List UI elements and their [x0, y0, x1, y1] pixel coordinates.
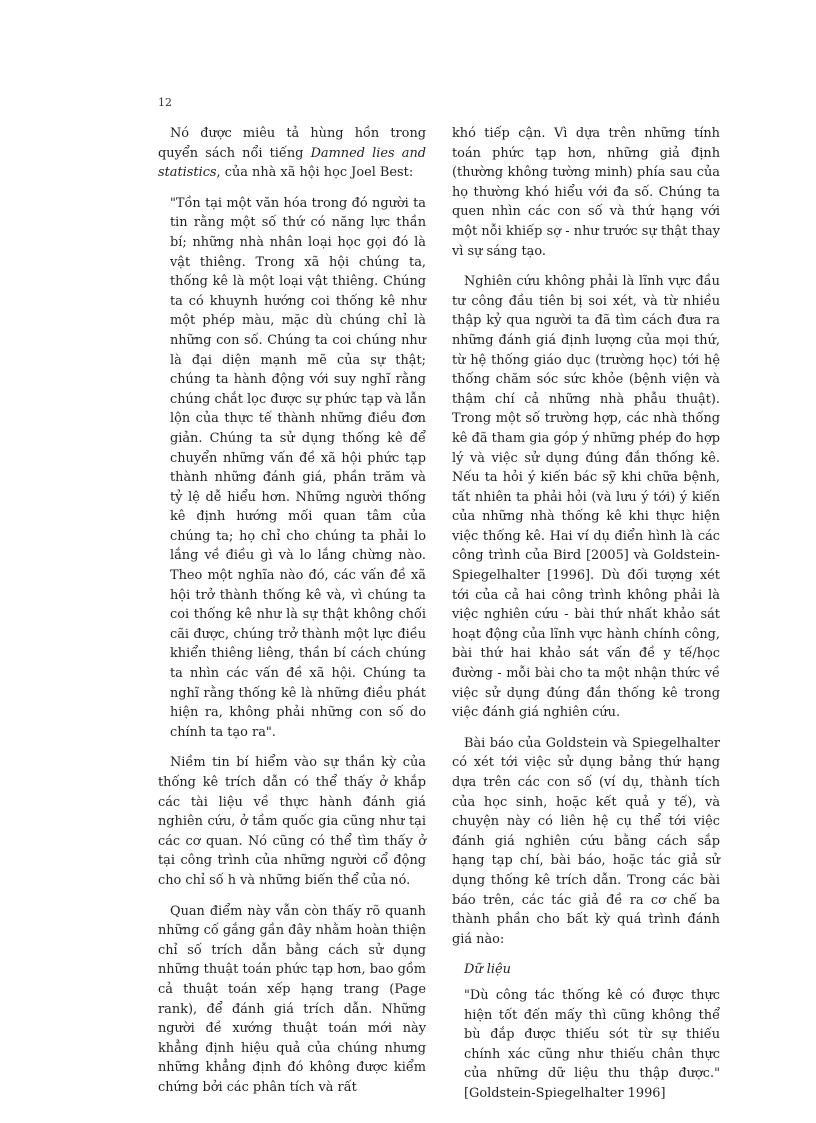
paragraph-page-rank: Quan điểm này vẫn còn thấy rõ quanh những cố gắng gần đây nhằm hoàn thiện chỉ số trích dẫn bằng cách sử dụng những thuật toán phức tạp hơn, bao gồm cả thuật toán xếp hạng trang (Page rank), để đánh giá trích dẫn. Những người đề xướng thuật toán mới này khẳng định hiệu quả của chúng nhưng những khẳng định đó không được kiểm chứng bởi các phân tích và rất: [158, 903, 426, 1095]
intro-paragraph: [158, 124, 426, 183]
intro-text-start: Nó được miêu tả hùng hồn trong quyển sách nổi tiếng: [158, 126, 426, 161]
book-title: Damned lies and statistics: [158, 145, 426, 181]
left-column: [158, 124, 426, 1109]
intro-text-end: , của nhà xã hội học Joel Best:: [216, 165, 414, 181]
goldstein-quote: "Dù công tác thống kê có được thực hiện tốt đến mấy thì cũng không thể bù đắp được thiếu sót từ sự thiếu chính xác cũng như thiếu chân thực của những dữ liệu thu thập được." [Goldstein-Spiegelhalter 1996]: [464, 987, 720, 1101]
paragraph-goldstein-spiegelhalter: Bài báo của Goldstein và Spiegelhalter có xét tới việc sử dụng bảng thứ hạng dựa trên các con số (ví dụ, thành tích của học sinh, hoặc kết quả y tế), và chuyện này có liên hệ cụ thể tới việc đánh giá nghiên cứu bằng cách sắp hạng tạp chí, bài báo, hoặc tác giả sử dụng thống kê trích dẫn. Trong các bài báo trên, các tác giả đề ra cơ chế ba thành phần cho bất kỳ quá trình đánh giá nào:: [452, 735, 720, 947]
paragraph-mystic-belief: Niềm tin bí hiểm vào sự thần kỳ của thống kê trích dẫn có thể thấy ở khắp các tài liệu về thực hành đánh giá nghiên cứu, ở tầm quốc gia cũng như tại các cơ quan. Nó cũng có thể tìm thấy ở tại công trình của những người cổ động cho chỉ số h và những biến thể của nó.: [158, 755, 426, 888]
paragraph-continuation: khó tiếp cận. Vì dựa trên những tính toán phức tạp hơn, những giả định (thường không tường minh) phía sau của họ thường khó hiểu với đa số. Chúng ta quen nhìn các con số và thứ hạng với một nỗi khiếp sợ - như trước sự thật thay vì sự sáng tạo.: [452, 126, 720, 259]
paragraph-research-evaluation: Nghiên cứu không phải là lĩnh vực đầu tư công đầu tiên bị soi xét, và từ nhiều thập kỷ qua người ta đã tìm cách đưa ra những đánh giá định lượng của mọi thứ, từ hệ thống giáo dục (trường học) tới hệ thống chăm sóc sức khỏe (bệnh viện và thậm chí cả những nhà phẫu thuật). Trong một số trường hợp, các nhà thống kê đã tham gia góp ý những phép đo hợp lý và việc sử dụng đúng đắn thống kê. Nếu ta hỏi ý kiến bác sỹ khi chữa bệnh, tất nhiên ta phải hỏi (và lưu ý tới) ý kiến của những nhà thống kê khi thực hiện việc thống kê. Hai ví dụ điển hình là các công trình của Bird [2005] và Goldstein-Spiegelhalter [1996]. Dù đối tượng xét tới của cả hai công trình không phải là việc nghiên cứu - bài thứ nhất khảo sát hoạt động của lĩnh vực hành chính công, bài thứ hai khảo sát vấn đề y tế/học đường - mỗi bài cho ta một nhận thức về việc sử dụng đúng đắn thống kê trong việc đánh giá nghiên cứu.: [452, 274, 720, 721]
section-heading-data: Dữ liệu: [464, 962, 511, 978]
best-quote: "Tồn tại một văn hóa trong đó người ta tin rằng một số thứ có năng lực thần bí; những nhà nhân loại học gọi đó là vật thiêng. Trong xã hội chúng ta, thống kê là một loại vật thiêng. Chúng ta có khuynh hướng coi thống kê như một phép màu, mặc dù chúng chỉ là những con số. Chúng ta coi chúng như là đại diện mạnh mẽ của sự thật; chúng ta hành động với suy nghĩ rằng chúng chắt lọc được sự phức tạp và lẫn lộn của thực tế thành những điều đơn giản. Chúng ta sử dụng thống kê để chuyển những vấn đề xã hội phức tạp thành những đánh giá, phần trăm và tỷ lệ dễ hiểu hơn. Những người thống kê định hướng mối quan tâm của chúng ta; họ chỉ cho chúng ta phải lo lắng về điều gì và lo lắng chừng nào. Theo một nghĩa nào đó, các vấn đề xã hội trở thành thống kê và, vì chúng ta coi thống kê như là sự thật không chối cãi được, chúng trở thành một lực điều khiển thiêng liêng, thần bí cách chúng ta nhìn các vấn đề xã hội. Chúng ta nghĩ rằng thống kê là những điều phát hiện ra, không phải những con số do chính ta tạo ra".: [170, 195, 426, 740]
right-column: [452, 124, 720, 1115]
page-number: 12: [158, 96, 172, 109]
